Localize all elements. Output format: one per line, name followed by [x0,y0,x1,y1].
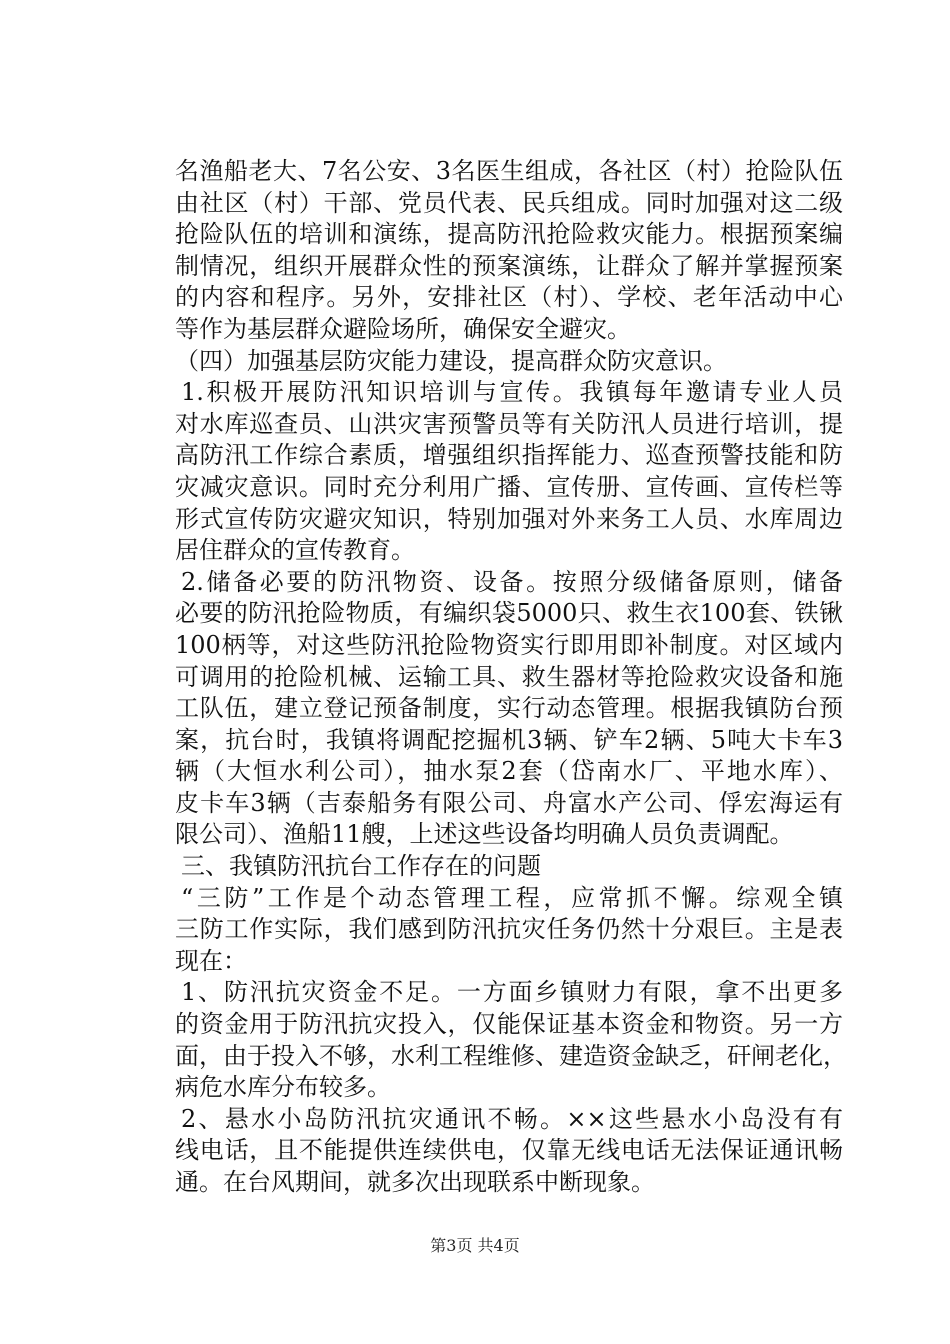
text-line: 现在： [175,946,247,975]
text-line: 可调用的抢险机械、运输工具、救生器材等抢险救灾设备和施 [175,662,843,691]
text-line: 抢险队伍的培训和演练，提高防汛抢险救灾能力。根据预案编 [175,220,843,249]
text-line: 案，抗台时，我镇将调配挖掘机3辆、铲车2辆、5吨大卡车3 [175,725,843,754]
page-footer: 第3页 共4页 [430,1236,520,1255]
text-line: 对水库巡查员、山洪灾害预警员等有关防汛人员进行培训，提 [175,409,843,438]
text-line: 形式宣传防灾避灾知识，特别加强对外来务工人员、水库周边 [175,504,843,533]
text-line: 灾减灾意识。同时充分利用广播、宣传册、宣传画、宣传栏等 [175,472,843,501]
text-line: 制情况，组织开展群众性的预案演练，让群众了解并掌握预案 [175,251,843,280]
text-line: 辆（大恒水利公司），抽水泵2套（岱南水厂、平地水库）、 [175,757,843,786]
text-line: 皮卡车3辆（吉泰船务有限公司、舟富水产公司、俘宏海运有 [175,788,843,817]
text-line: （四）加强基层防灾能力建设，提高群众防灾意识。 [175,346,727,375]
text-line: 病危水库分布较多。 [175,1073,391,1102]
text-line: 的内容和程序。另外，安排社区（村）、学校、老年活动中心 [175,283,843,312]
text-line: 1.积极开展防汛知识培训与宣传。我镇每年邀请专业人员 [181,378,843,407]
text-line: 名渔船老大、7名公安、3名医生组成，各社区（村）抢险队伍 [175,157,843,185]
text-line: 面，由于投入不够，水利工程维修、建造资金缺乏，矸闸老化， [175,1041,847,1070]
text-line: 2.储备必要的防汛物资、设备。按照分级储备原则，储备 [181,567,843,596]
text-line: 工队伍，建立登记预备制度，实行动态管理。根据我镇防台预 [175,694,843,723]
text-line: 限公司）、渔船11艘，上述这些设备均明确人员负责调配。 [175,820,794,849]
text-line: 通。在台风期间，就多次出现联系中断现象。 [175,1168,655,1196]
text-line: 三防工作实际，我们感到防汛抗灾任务仍然十分艰巨。主是表 [175,915,843,944]
text-line: 2、悬水小岛防汛抗灾通讯不畅。××这些悬水小岛没有有 [181,1104,843,1133]
document-body [175,156,847,1199]
text-line: 线电话，且不能提供连续供电，仅靠无线电话无法保证通讯畅 [175,1136,843,1165]
text-line: 三、我镇防汛抗台工作存在的问题 [181,852,541,881]
text-line: 100柄等，对这些防汛抢险物资实行即用即补制度。对区域内 [175,630,843,659]
text-line: 必要的防汛抢险物质，有编织袋5000只、救生衣100套、铁锹 [175,599,843,628]
text-line: 高防汛工作综合素质，增强组织指挥能力、巡查预警技能和防 [175,441,843,470]
text-line: 的资金用于防汛抗灾投入，仅能保证基本资金和物资。另一方 [175,1010,843,1039]
text-line: 由社区（村）干部、党员代表、民兵组成。同时加强对这二级 [175,188,843,217]
text-line: 1、防汛抗灾资金不足。一方面乡镇财力有限，拿不出更多 [181,978,843,1007]
text-line: “三防”工作是个动态管理工程，应常抓不懈。综观全镇 [181,883,843,912]
text-line: 等作为基层群众避险场所，确保安全避灾。 [175,314,631,343]
text-line: 居住群众的宣传教育。 [175,536,415,565]
